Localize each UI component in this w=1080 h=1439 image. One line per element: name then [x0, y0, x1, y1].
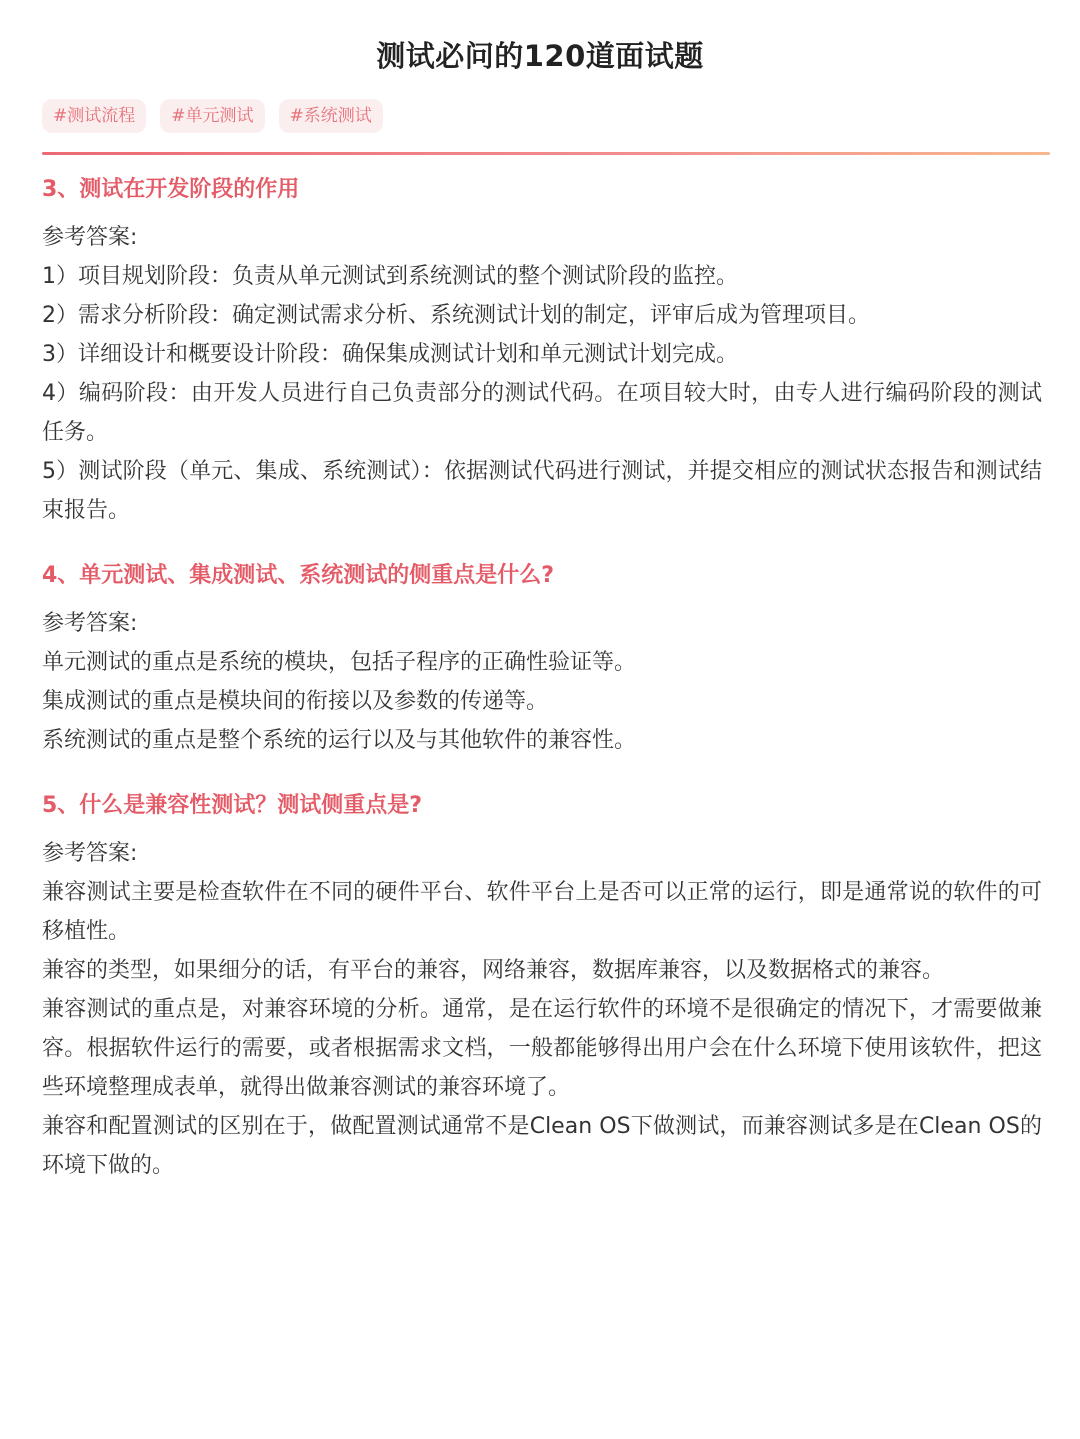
- section-spacer: [42, 530, 1042, 554]
- section-heading: 4、单元测试、集成测试、系统测试的侧重点是什么?: [42, 563, 555, 588]
- answer-paragraph: 兼容测试主要是检查软件在不同的硬件平台、软件平台上是否可以正常的运行，即是通常说的软件的可移植性。: [42, 880, 1042, 944]
- tag-system-test[interactable]: #系统测试: [279, 99, 383, 133]
- gradient-divider: [42, 152, 1050, 155]
- answer-paragraph: 3）详细设计和概要设计阶段：确保集成测试计划和单元测试计划完成。: [42, 342, 738, 367]
- section-spacer: [42, 760, 1042, 784]
- answer-label: 参考答案:: [42, 611, 138, 636]
- page-title: 测试必问的120道面试题: [376, 39, 704, 73]
- section-q5: [42, 784, 1042, 1185]
- section-heading: 5、什么是兼容性测试？测试侧重点是?: [42, 793, 423, 818]
- tag-unit-test[interactable]: #单元测试: [160, 99, 264, 133]
- answer-paragraph: 5）测试阶段（单元、集成、系统测试）：依据测试代码进行测试，并提交相应的测试状态报告和测试结束报告。: [42, 459, 1042, 523]
- section-heading: 3、测试在开发阶段的作用: [42, 177, 300, 202]
- tag-list: [42, 99, 383, 133]
- answer-paragraph: 2）需求分析阶段：确定测试需求分析、系统测试计划的制定，评审后成为管理项目。: [42, 303, 870, 328]
- answer-paragraph: 兼容测试的重点是，对兼容环境的分析。通常，是在运行软件的环境不是很确定的情况下，才需要做兼容。根据软件运行的需要，或者根据需求文档，一般都能够得出用户会在什么环境下使用该软件，把这些环境整理成表单，就得出做兼容测试的兼容环境了。: [42, 997, 1042, 1100]
- answer-label: 参考答案:: [42, 841, 138, 866]
- answer-paragraph: 4）编码阶段：由开发人员进行自己负责部分的测试代码。在项目较大时，由专人进行编码阶段的测试任务。: [42, 381, 1042, 445]
- answer-paragraph: 兼容的类型，如果细分的话，有平台的兼容，网络兼容，数据库兼容，以及数据格式的兼容。: [42, 958, 945, 983]
- answer-label: 参考答案:: [42, 225, 138, 250]
- answer-paragraph: 系统测试的重点是整个系统的运行以及与其他软件的兼容性。: [42, 728, 637, 753]
- answer-paragraph: 单元测试的重点是系统的模块，包括子程序的正确性验证等。: [42, 650, 637, 675]
- answer-paragraph: 集成测试的重点是模块间的衔接以及参数的传递等。: [42, 689, 549, 714]
- article-content: [42, 168, 1042, 1185]
- answer-paragraph: 兼容和配置测试的区别在于，做配置测试通常不是Clean OS下做测试，而兼容测试多是在Clean OS的环境下做的。: [42, 1114, 1042, 1178]
- answer-paragraph: 1）项目规划阶段：负责从单元测试到系统测试的整个测试阶段的监控。: [42, 264, 738, 289]
- section-q4: [42, 554, 1042, 760]
- section-q3: [42, 168, 1042, 530]
- tag-test-process[interactable]: #测试流程: [42, 99, 146, 133]
